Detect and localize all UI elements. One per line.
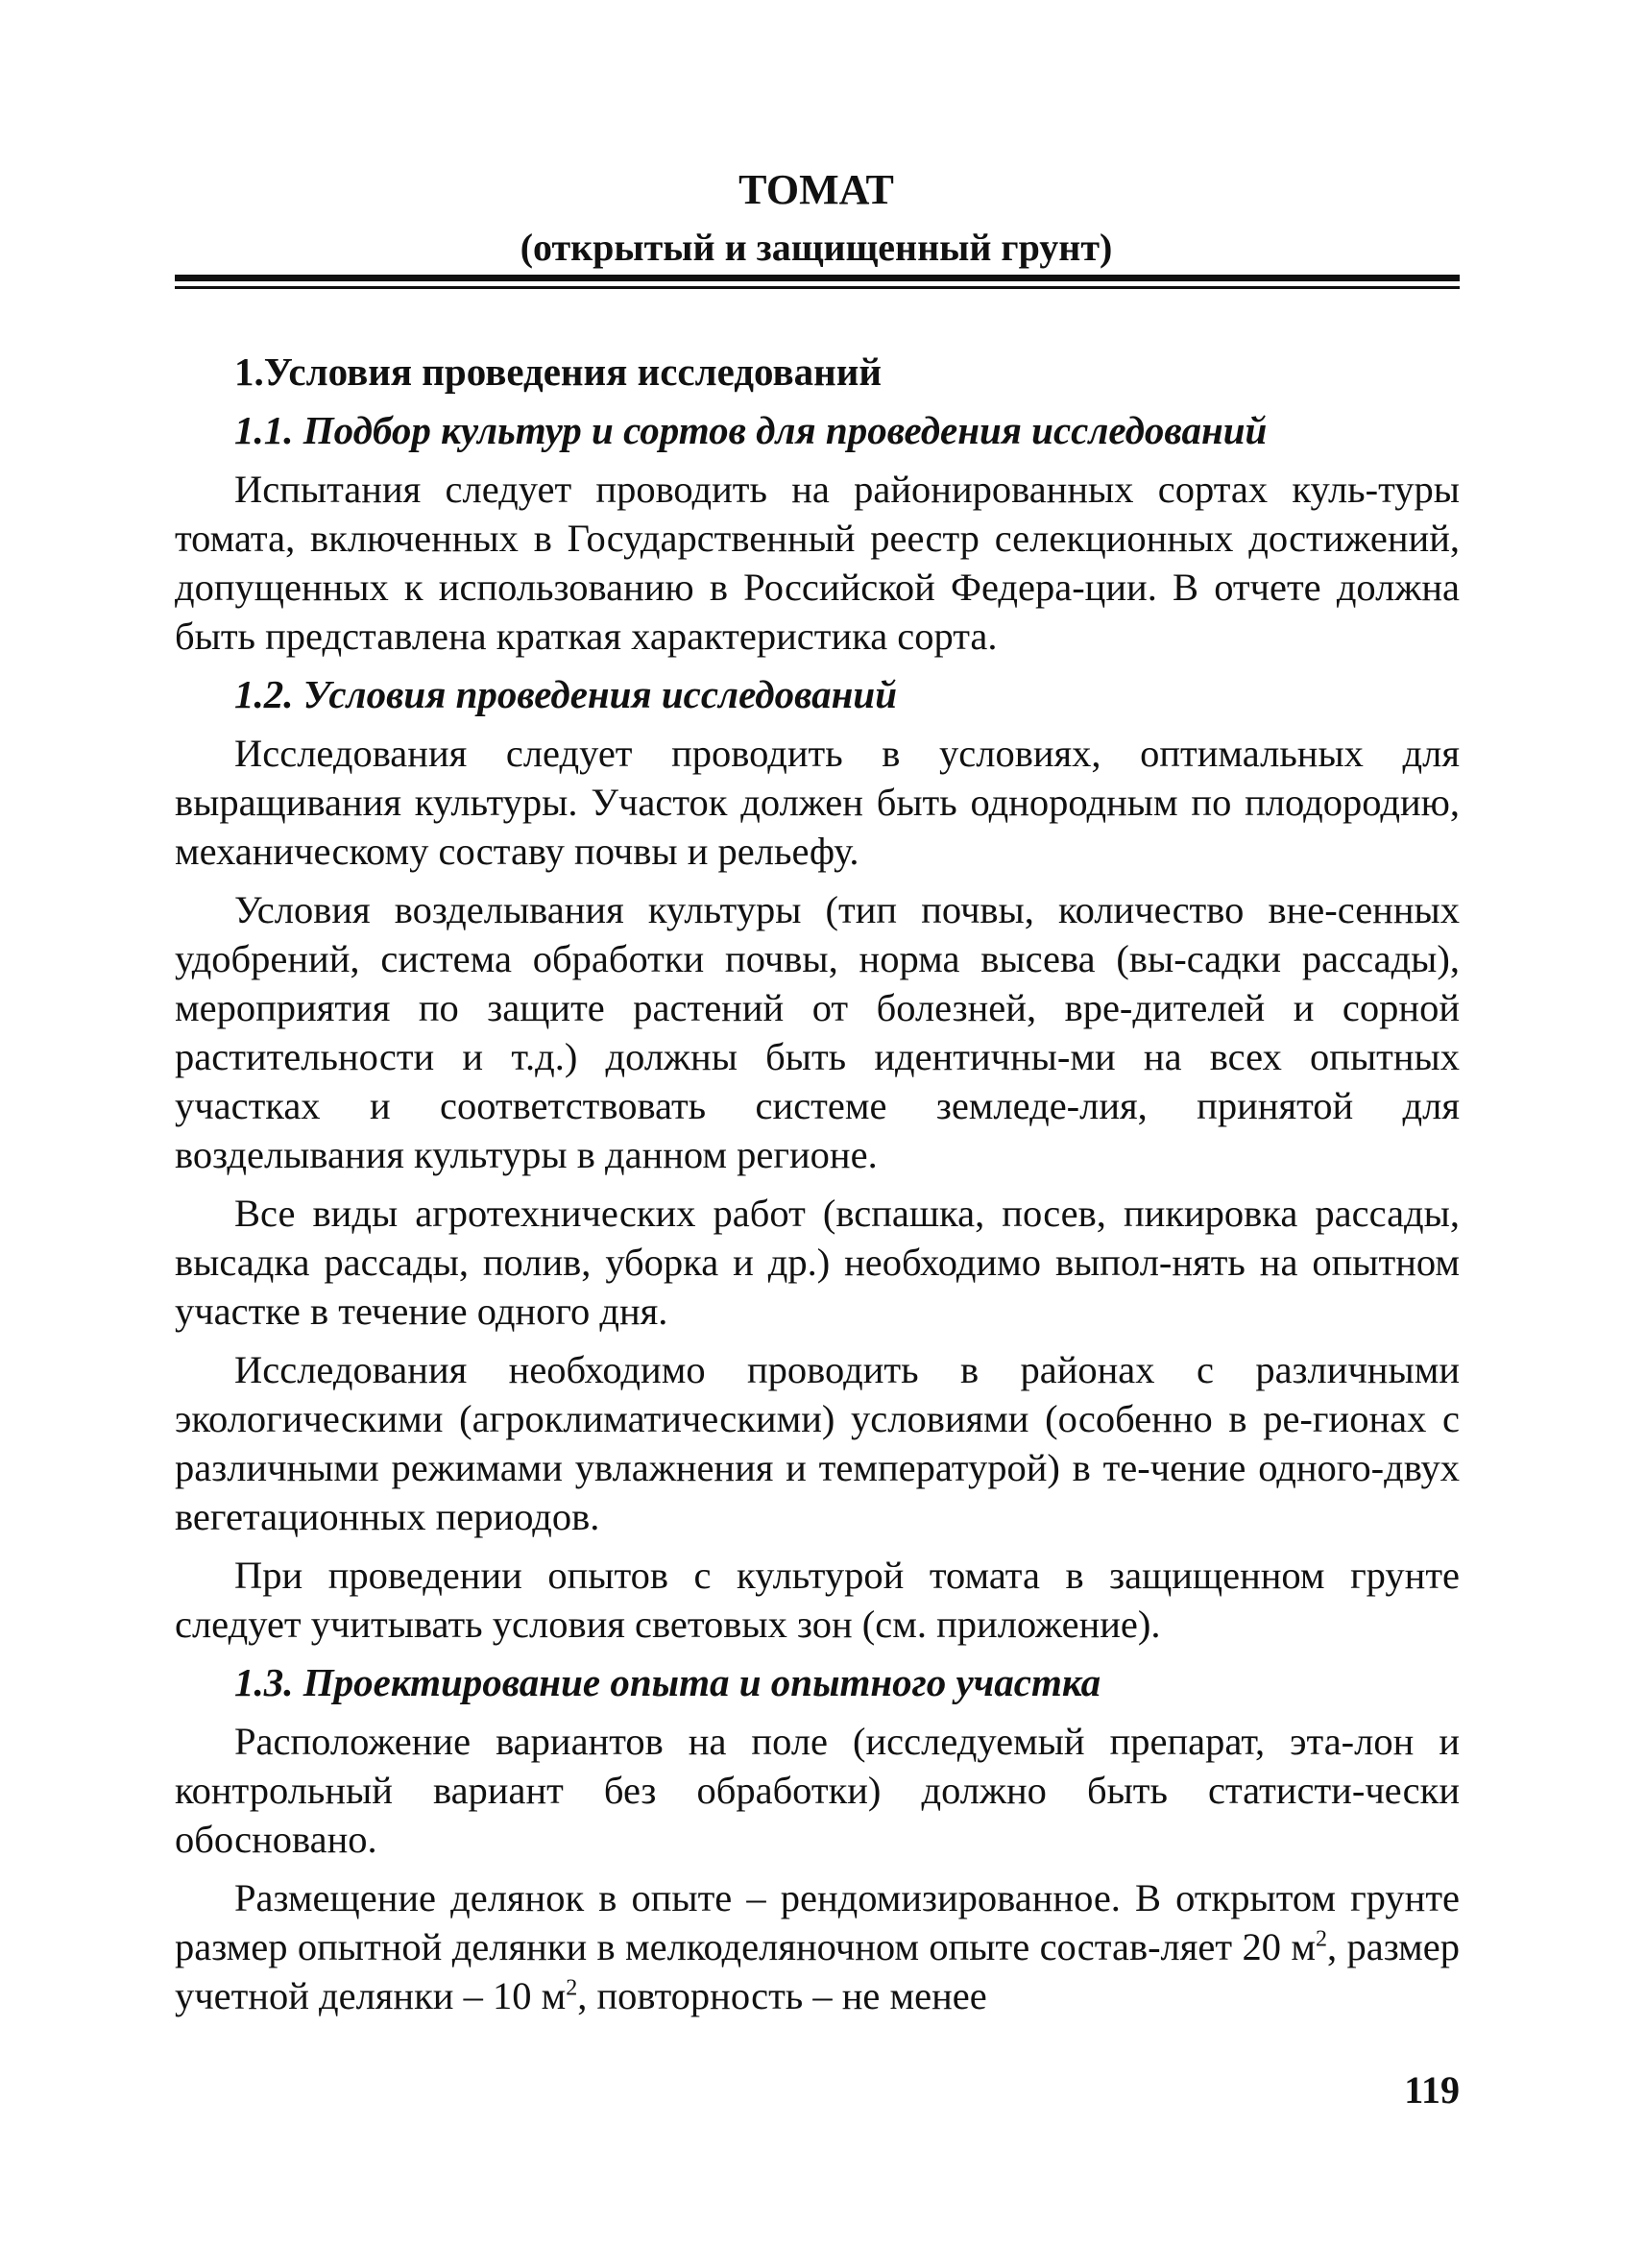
paragraph: Расположение вариантов на поле (исследуемый препарат, эта-лон и контрольный вариант без обработки) должно быть статисти-чески обосновано. — [175, 1720, 1460, 1861]
title-rule-thick — [175, 275, 1460, 281]
title-rule-thin — [175, 286, 1460, 289]
page-subtitle: (открытый и защищенный грунт) — [520, 226, 1113, 269]
paragraph-plot-size — [175, 1873, 1460, 2020]
subsection-heading-1-3: 1.3. Проектирование опыта и опытного участка — [234, 1660, 1101, 1704]
paragraph: Условия возделывания культуры (тип почвы, количество вне-сенных удобрений, система обработки почвы, норма высева (вы-садки рассады), мероприятия по защите растений от болезней, вре-дителей и сорной растительности и т.д.) должны быть идентичны-ми на всех опытных участках и соответствовать системе земледе-лия, принятой для возделывания культуры в данном регионе. — [175, 888, 1460, 1176]
paragraph: Исследования необходимо проводить в районах с различными экологическими (агроклиматическими) условиями (особенно в ре-гионах с различными режимами увлажнения и температурой) в те-чение одного-двух вегетационных периодов. — [175, 1348, 1460, 1538]
paragraph: Исследования следует проводить в условиях, оптимальных для выращивания культуры. Участок должен быть однородным по плодородию, механическому составу почвы и рельефу. — [175, 732, 1460, 873]
subsection-heading-1-2: 1.2. Условия проведения исследований — [234, 672, 898, 716]
superscript: 2 — [1315, 1926, 1327, 1952]
document-body — [175, 348, 1460, 2020]
page-number: 119 — [1404, 2068, 1460, 2111]
paragraph: Все виды агротехнических работ (вспашка, посев, пикировка рассады, высадка рассады, полив, уборка и др.) необходимо выпол-нять на опытном участке в течение одного дня. — [175, 1192, 1460, 1333]
paragraph: При проведении опытов с культурой томата в защищенном грунте следует учитывать условия световых зон (см. приложение). — [175, 1554, 1460, 1646]
superscript: 2 — [566, 1975, 578, 2001]
text-run: Размещение делянок в опыте – рендомизированное. В открытом грунте размер опытной делянки в мелкоделяночном опыте состав-ляет 20 м — [175, 1876, 1460, 1968]
page-title: ТОМАТ — [738, 166, 894, 213]
section-heading: 1.Условия проведения исследований — [234, 350, 883, 394]
text-run: , повторность – не менее — [577, 1974, 987, 2017]
subsection-heading-1-1: 1.1. Подбор культур и сортов для проведения исследований — [234, 408, 1268, 452]
paragraph: Испытания следует проводить на районированных сортах куль-туры томата, включенных в Государственный реестр селекционных достижений, допущенных к использованию в Российской Федера-ции. В отчете должна быть представлена краткая характеристика сорта. — [175, 468, 1460, 658]
text-run: , размер учетной делянки – 10 м — [175, 1925, 1460, 2017]
